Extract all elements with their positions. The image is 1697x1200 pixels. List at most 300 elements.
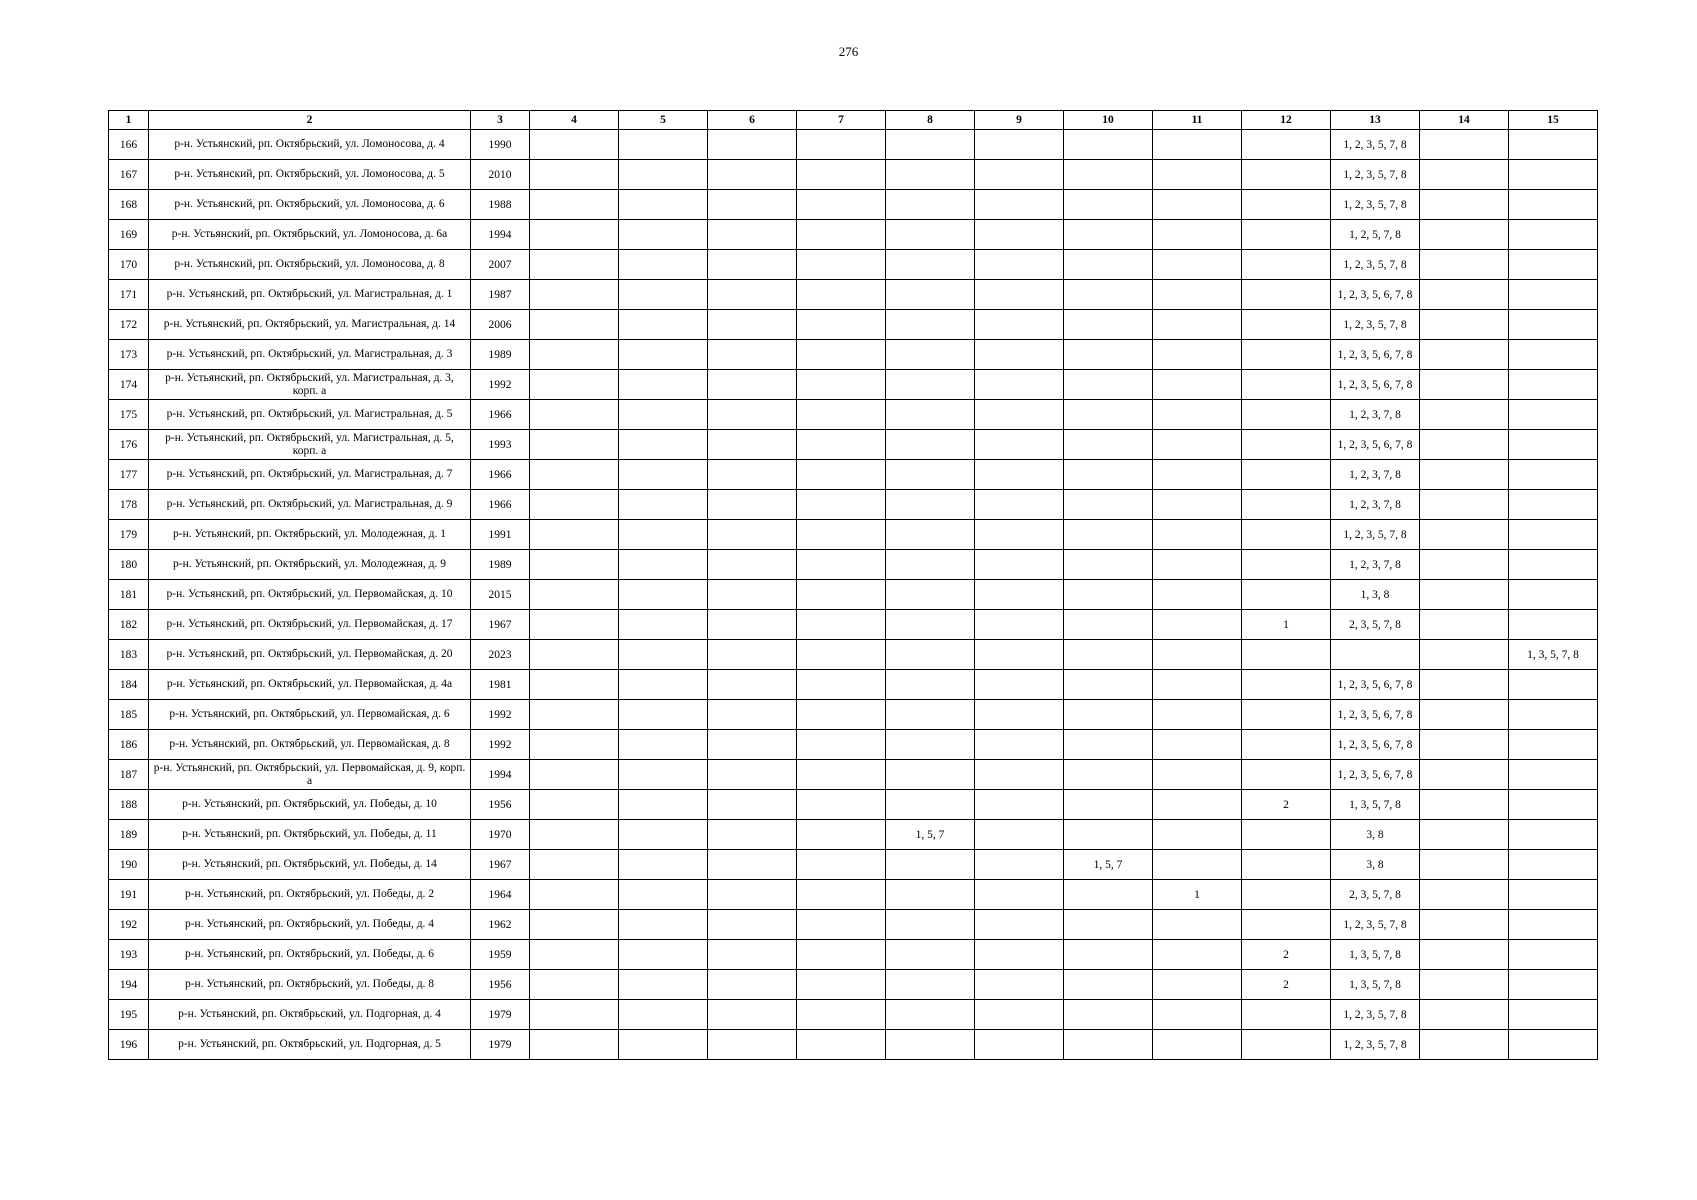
column-7-cell — [797, 1030, 886, 1060]
column-11-cell — [1153, 760, 1242, 790]
column-4-cell — [530, 430, 619, 460]
table-row — [109, 970, 1598, 1000]
column-15-cell — [1509, 550, 1598, 580]
column-9-cell — [975, 310, 1064, 340]
column-4-cell — [530, 790, 619, 820]
column-7-cell — [797, 940, 886, 970]
column-10-cell — [1064, 160, 1153, 190]
row-number-cell: 187 — [109, 760, 149, 790]
column-5-cell — [619, 160, 708, 190]
column-5-cell — [619, 250, 708, 280]
column-4-cell — [530, 940, 619, 970]
column-8-cell — [886, 730, 975, 760]
year-cell: 1966 — [471, 460, 530, 490]
table-row — [109, 370, 1598, 400]
column-13-cell: 1, 2, 3, 5, 6, 7, 8 — [1331, 280, 1420, 310]
column-6-cell — [708, 670, 797, 700]
column-13-cell: 1, 2, 3, 7, 8 — [1331, 400, 1420, 430]
column-10-cell — [1064, 250, 1153, 280]
column-9-cell — [975, 640, 1064, 670]
column-15-cell — [1509, 610, 1598, 640]
column-6-cell — [708, 370, 797, 400]
column-13-cell: 1, 2, 3, 5, 7, 8 — [1331, 160, 1420, 190]
column-13-cell: 1, 2, 3, 5, 7, 8 — [1331, 250, 1420, 280]
column-7-cell — [797, 550, 886, 580]
column-7-cell — [797, 580, 886, 610]
address-cell: р-н. Устьянский, рп. Октябрьский, ул. Подгорная, д. 5 — [149, 1030, 471, 1060]
column-9-cell — [975, 610, 1064, 640]
column-11-cell — [1153, 550, 1242, 580]
column-9-cell — [975, 760, 1064, 790]
table-body — [109, 130, 1598, 1060]
column-13-cell: 1, 2, 3, 5, 7, 8 — [1331, 310, 1420, 340]
row-number-cell: 166 — [109, 130, 149, 160]
column-14-cell — [1420, 1030, 1509, 1060]
register-table — [108, 110, 1598, 1060]
column-9-cell — [975, 790, 1064, 820]
column-13-cell: 1, 2, 3, 5, 7, 8 — [1331, 1000, 1420, 1030]
column-8-cell — [886, 850, 975, 880]
column-14-cell — [1420, 340, 1509, 370]
column-6-cell — [708, 220, 797, 250]
column-12-cell — [1242, 880, 1331, 910]
column-13-cell: 1, 2, 3, 5, 6, 7, 8 — [1331, 340, 1420, 370]
column-14-cell — [1420, 610, 1509, 640]
table-row — [109, 160, 1598, 190]
column-14-cell — [1420, 820, 1509, 850]
column-6-cell — [708, 160, 797, 190]
column-15-cell — [1509, 370, 1598, 400]
column-11-cell — [1153, 460, 1242, 490]
column-6-cell — [708, 610, 797, 640]
column-5-cell — [619, 370, 708, 400]
column-header-8: 8 — [886, 111, 975, 130]
column-6-cell — [708, 940, 797, 970]
year-cell: 2010 — [471, 160, 530, 190]
column-header-14: 14 — [1420, 111, 1509, 130]
column-9-cell — [975, 970, 1064, 1000]
table-row — [109, 280, 1598, 310]
column-11-cell — [1153, 970, 1242, 1000]
row-number-cell: 171 — [109, 280, 149, 310]
column-14-cell — [1420, 310, 1509, 340]
column-15-cell — [1509, 820, 1598, 850]
column-7-cell — [797, 700, 886, 730]
column-4-cell — [530, 970, 619, 1000]
column-14-cell — [1420, 460, 1509, 490]
column-13-cell: 1, 3, 5, 7, 8 — [1331, 790, 1420, 820]
year-cell: 1991 — [471, 520, 530, 550]
table-row — [109, 820, 1598, 850]
table-row — [109, 760, 1598, 790]
column-8-cell — [886, 340, 975, 370]
column-header-7: 7 — [797, 111, 886, 130]
table-row — [109, 220, 1598, 250]
column-4-cell — [530, 190, 619, 220]
column-12-cell — [1242, 580, 1331, 610]
column-header-5: 5 — [619, 111, 708, 130]
row-number-cell: 192 — [109, 910, 149, 940]
column-11-cell — [1153, 820, 1242, 850]
column-9-cell — [975, 730, 1064, 760]
column-11-cell — [1153, 1030, 1242, 1060]
column-4-cell — [530, 340, 619, 370]
column-8-cell — [886, 490, 975, 520]
year-cell: 1966 — [471, 400, 530, 430]
column-8-cell — [886, 880, 975, 910]
column-13-cell: 1, 3, 5, 7, 8 — [1331, 940, 1420, 970]
column-5-cell — [619, 940, 708, 970]
column-14-cell — [1420, 940, 1509, 970]
column-14-cell — [1420, 190, 1509, 220]
table-row — [109, 520, 1598, 550]
column-6-cell — [708, 400, 797, 430]
column-4-cell — [530, 700, 619, 730]
column-header-13: 13 — [1331, 111, 1420, 130]
column-9-cell — [975, 340, 1064, 370]
row-number-cell: 169 — [109, 220, 149, 250]
column-12-cell — [1242, 280, 1331, 310]
year-cell: 2006 — [471, 310, 530, 340]
row-number-cell: 194 — [109, 970, 149, 1000]
address-cell: р-н. Устьянский, рп. Октябрьский, ул. Победы, д. 14 — [149, 850, 471, 880]
address-cell: р-н. Устьянский, рп. Октябрьский, ул. Подгорная, д. 4 — [149, 1000, 471, 1030]
column-11-cell — [1153, 910, 1242, 940]
row-number-cell: 189 — [109, 820, 149, 850]
column-9-cell — [975, 580, 1064, 610]
column-13-cell — [1331, 640, 1420, 670]
column-11-cell — [1153, 430, 1242, 460]
column-6-cell — [708, 580, 797, 610]
row-number-cell: 178 — [109, 490, 149, 520]
column-8-cell — [886, 640, 975, 670]
column-6-cell — [708, 760, 797, 790]
column-6-cell — [708, 820, 797, 850]
column-14-cell — [1420, 700, 1509, 730]
year-cell: 1956 — [471, 970, 530, 1000]
row-number-cell: 175 — [109, 400, 149, 430]
address-cell: р-н. Устьянский, рп. Октябрьский, ул. Магистральная, д. 5 — [149, 400, 471, 430]
column-15-cell — [1509, 910, 1598, 940]
column-10-cell — [1064, 460, 1153, 490]
column-5-cell — [619, 760, 708, 790]
address-cell: р-н. Устьянский, рп. Октябрьский, ул. Победы, д. 10 — [149, 790, 471, 820]
column-9-cell — [975, 940, 1064, 970]
column-15-cell — [1509, 670, 1598, 700]
year-cell: 1981 — [471, 670, 530, 700]
column-7-cell — [797, 880, 886, 910]
column-13-cell: 1, 2, 3, 5, 7, 8 — [1331, 130, 1420, 160]
column-12-cell — [1242, 400, 1331, 430]
address-cell: р-н. Устьянский, рп. Октябрьский, ул. Первомайская, д. 17 — [149, 610, 471, 640]
table-row — [109, 1000, 1598, 1030]
row-number-cell: 190 — [109, 850, 149, 880]
table-row — [109, 340, 1598, 370]
column-13-cell: 3, 8 — [1331, 820, 1420, 850]
column-5-cell — [619, 820, 708, 850]
column-9-cell — [975, 430, 1064, 460]
address-cell: р-н. Устьянский, рп. Октябрьский, ул. Молодежная, д. 9 — [149, 550, 471, 580]
column-7-cell — [797, 820, 886, 850]
column-4-cell — [530, 400, 619, 430]
column-6-cell — [708, 640, 797, 670]
column-5-cell — [619, 340, 708, 370]
table-row — [109, 1030, 1598, 1060]
year-cell: 1990 — [471, 130, 530, 160]
table-row — [109, 550, 1598, 580]
column-13-cell: 1, 2, 3, 7, 8 — [1331, 550, 1420, 580]
year-cell: 1956 — [471, 790, 530, 820]
column-12-cell: 2 — [1242, 970, 1331, 1000]
column-11-cell — [1153, 370, 1242, 400]
year-cell: 1964 — [471, 880, 530, 910]
column-11-cell — [1153, 640, 1242, 670]
row-number-cell: 168 — [109, 190, 149, 220]
column-8-cell — [886, 790, 975, 820]
column-4-cell — [530, 370, 619, 400]
column-8-cell — [886, 580, 975, 610]
column-8-cell — [886, 1000, 975, 1030]
column-5-cell — [619, 910, 708, 940]
column-4-cell — [530, 520, 619, 550]
column-10-cell — [1064, 400, 1153, 430]
column-12-cell — [1242, 910, 1331, 940]
column-10-cell — [1064, 490, 1153, 520]
address-cell: р-н. Устьянский, рп. Октябрьский, ул. Первомайская, д. 4а — [149, 670, 471, 700]
column-14-cell — [1420, 790, 1509, 820]
column-11-cell — [1153, 610, 1242, 640]
column-12-cell — [1242, 520, 1331, 550]
header-row — [109, 111, 1598, 130]
column-5-cell — [619, 610, 708, 640]
column-5-cell — [619, 430, 708, 460]
column-12-cell — [1242, 190, 1331, 220]
table-row — [109, 880, 1598, 910]
address-cell: р-н. Устьянский, рп. Октябрьский, ул. Магистральная, д. 7 — [149, 460, 471, 490]
column-8-cell: 1, 5, 7 — [886, 820, 975, 850]
column-5-cell — [619, 850, 708, 880]
column-9-cell — [975, 400, 1064, 430]
address-cell: р-н. Устьянский, рп. Октябрьский, ул. Победы, д. 8 — [149, 970, 471, 1000]
column-7-cell — [797, 400, 886, 430]
column-6-cell — [708, 490, 797, 520]
column-11-cell — [1153, 670, 1242, 700]
column-12-cell: 2 — [1242, 940, 1331, 970]
address-cell: р-н. Устьянский, рп. Октябрьский, ул. Первомайская, д. 9, корп. а — [149, 760, 471, 790]
table-row — [109, 580, 1598, 610]
column-11-cell — [1153, 400, 1242, 430]
column-header-3: 3 — [471, 111, 530, 130]
column-5-cell — [619, 220, 708, 250]
column-6-cell — [708, 310, 797, 340]
address-cell: р-н. Устьянский, рп. Октябрьский, ул. Победы, д. 11 — [149, 820, 471, 850]
column-13-cell: 2, 3, 5, 7, 8 — [1331, 880, 1420, 910]
column-8-cell — [886, 220, 975, 250]
column-header-1: 1 — [109, 111, 149, 130]
column-5-cell — [619, 1030, 708, 1060]
column-10-cell — [1064, 370, 1153, 400]
year-cell: 1989 — [471, 550, 530, 580]
column-12-cell — [1242, 430, 1331, 460]
column-15-cell — [1509, 160, 1598, 190]
column-7-cell — [797, 280, 886, 310]
column-10-cell — [1064, 220, 1153, 250]
column-11-cell — [1153, 130, 1242, 160]
column-9-cell — [975, 460, 1064, 490]
column-12-cell — [1242, 250, 1331, 280]
column-6-cell — [708, 460, 797, 490]
year-cell: 1993 — [471, 430, 530, 460]
column-7-cell — [797, 790, 886, 820]
column-9-cell — [975, 490, 1064, 520]
column-10-cell — [1064, 910, 1153, 940]
address-cell: р-н. Устьянский, рп. Октябрьский, ул. Молодежная, д. 1 — [149, 520, 471, 550]
column-8-cell — [886, 940, 975, 970]
column-15-cell — [1509, 190, 1598, 220]
column-11-cell — [1153, 310, 1242, 340]
column-4-cell — [530, 160, 619, 190]
column-12-cell — [1242, 760, 1331, 790]
column-11-cell — [1153, 250, 1242, 280]
row-number-cell: 172 — [109, 310, 149, 340]
column-11-cell — [1153, 340, 1242, 370]
address-cell: р-н. Устьянский, рп. Октябрьский, ул. Победы, д. 6 — [149, 940, 471, 970]
row-number-cell: 195 — [109, 1000, 149, 1030]
column-4-cell — [530, 880, 619, 910]
column-13-cell: 1, 2, 3, 5, 7, 8 — [1331, 190, 1420, 220]
column-6-cell — [708, 130, 797, 160]
address-cell: р-н. Устьянский, рп. Октябрьский, ул. Магистральная, д. 3 — [149, 340, 471, 370]
table-row — [109, 430, 1598, 460]
column-12-cell — [1242, 460, 1331, 490]
column-14-cell — [1420, 640, 1509, 670]
column-7-cell — [797, 190, 886, 220]
row-number-cell: 185 — [109, 700, 149, 730]
column-10-cell — [1064, 340, 1153, 370]
column-15-cell — [1509, 220, 1598, 250]
row-number-cell: 196 — [109, 1030, 149, 1060]
address-cell: р-н. Устьянский, рп. Октябрьский, ул. Магистральная, д. 3, корп. а — [149, 370, 471, 400]
address-cell: р-н. Устьянский, рп. Октябрьский, ул. Ломоносова, д. 8 — [149, 250, 471, 280]
column-9-cell — [975, 700, 1064, 730]
column-5-cell — [619, 730, 708, 760]
column-7-cell — [797, 340, 886, 370]
column-15-cell — [1509, 430, 1598, 460]
column-8-cell — [886, 610, 975, 640]
column-11-cell — [1153, 940, 1242, 970]
column-12-cell — [1242, 370, 1331, 400]
column-5-cell — [619, 790, 708, 820]
column-11-cell — [1153, 220, 1242, 250]
row-number-cell: 186 — [109, 730, 149, 760]
column-7-cell — [797, 520, 886, 550]
column-5-cell — [619, 670, 708, 700]
column-8-cell — [886, 430, 975, 460]
column-10-cell — [1064, 520, 1153, 550]
year-cell: 1967 — [471, 610, 530, 640]
column-8-cell — [886, 310, 975, 340]
column-8-cell — [886, 160, 975, 190]
column-8-cell — [886, 760, 975, 790]
column-5-cell — [619, 970, 708, 1000]
column-7-cell — [797, 310, 886, 340]
column-6-cell — [708, 730, 797, 760]
column-6-cell — [708, 190, 797, 220]
column-5-cell — [619, 880, 708, 910]
table-row — [109, 670, 1598, 700]
column-12-cell — [1242, 130, 1331, 160]
column-15-cell — [1509, 730, 1598, 760]
year-cell: 1988 — [471, 190, 530, 220]
column-4-cell — [530, 610, 619, 640]
column-header-15: 15 — [1509, 111, 1598, 130]
address-cell: р-н. Устьянский, рп. Октябрьский, ул. Магистральная, д. 14 — [149, 310, 471, 340]
address-cell: р-н. Устьянский, рп. Октябрьский, ул. Магистральная, д. 9 — [149, 490, 471, 520]
column-5-cell — [619, 580, 708, 610]
column-12-cell — [1242, 670, 1331, 700]
column-6-cell — [708, 340, 797, 370]
column-14-cell — [1420, 730, 1509, 760]
column-6-cell — [708, 970, 797, 1000]
column-9-cell — [975, 1030, 1064, 1060]
column-header-2: 2 — [149, 111, 471, 130]
column-10-cell — [1064, 970, 1153, 1000]
column-9-cell — [975, 880, 1064, 910]
address-cell: р-н. Устьянский, рп. Октябрьский, ул. Победы, д. 4 — [149, 910, 471, 940]
column-6-cell — [708, 790, 797, 820]
column-6-cell — [708, 250, 797, 280]
column-6-cell — [708, 1030, 797, 1060]
column-7-cell — [797, 1000, 886, 1030]
column-10-cell — [1064, 610, 1153, 640]
column-header-6: 6 — [708, 111, 797, 130]
column-10-cell — [1064, 790, 1153, 820]
column-8-cell — [886, 520, 975, 550]
year-cell: 1979 — [471, 1030, 530, 1060]
table-row — [109, 460, 1598, 490]
address-cell: р-н. Устьянский, рп. Октябрьский, ул. Ломоносова, д. 6а — [149, 220, 471, 250]
address-cell: р-н. Устьянский, рп. Октябрьский, ул. Ломоносова, д. 6 — [149, 190, 471, 220]
year-cell: 1967 — [471, 850, 530, 880]
address-cell: р-н. Устьянский, рп. Октябрьский, ул. Победы, д. 2 — [149, 880, 471, 910]
column-9-cell — [975, 370, 1064, 400]
column-11-cell — [1153, 790, 1242, 820]
column-12-cell — [1242, 490, 1331, 520]
column-4-cell — [530, 460, 619, 490]
row-number-cell: 177 — [109, 460, 149, 490]
address-cell: р-н. Устьянский, рп. Октябрьский, ул. Магистральная, д. 1 — [149, 280, 471, 310]
column-14-cell — [1420, 400, 1509, 430]
column-8-cell — [886, 250, 975, 280]
year-cell: 2015 — [471, 580, 530, 610]
year-cell: 1979 — [471, 1000, 530, 1030]
row-number-cell: 193 — [109, 940, 149, 970]
column-12-cell — [1242, 820, 1331, 850]
column-13-cell: 1, 2, 3, 5, 6, 7, 8 — [1331, 760, 1420, 790]
year-cell: 2023 — [471, 640, 530, 670]
column-7-cell — [797, 610, 886, 640]
column-header-11: 11 — [1153, 111, 1242, 130]
table-row — [109, 910, 1598, 940]
column-12-cell — [1242, 640, 1331, 670]
table-row — [109, 850, 1598, 880]
column-10-cell — [1064, 880, 1153, 910]
column-15-cell — [1509, 940, 1598, 970]
column-14-cell — [1420, 520, 1509, 550]
column-7-cell — [797, 850, 886, 880]
column-8-cell — [886, 460, 975, 490]
column-4-cell — [530, 280, 619, 310]
